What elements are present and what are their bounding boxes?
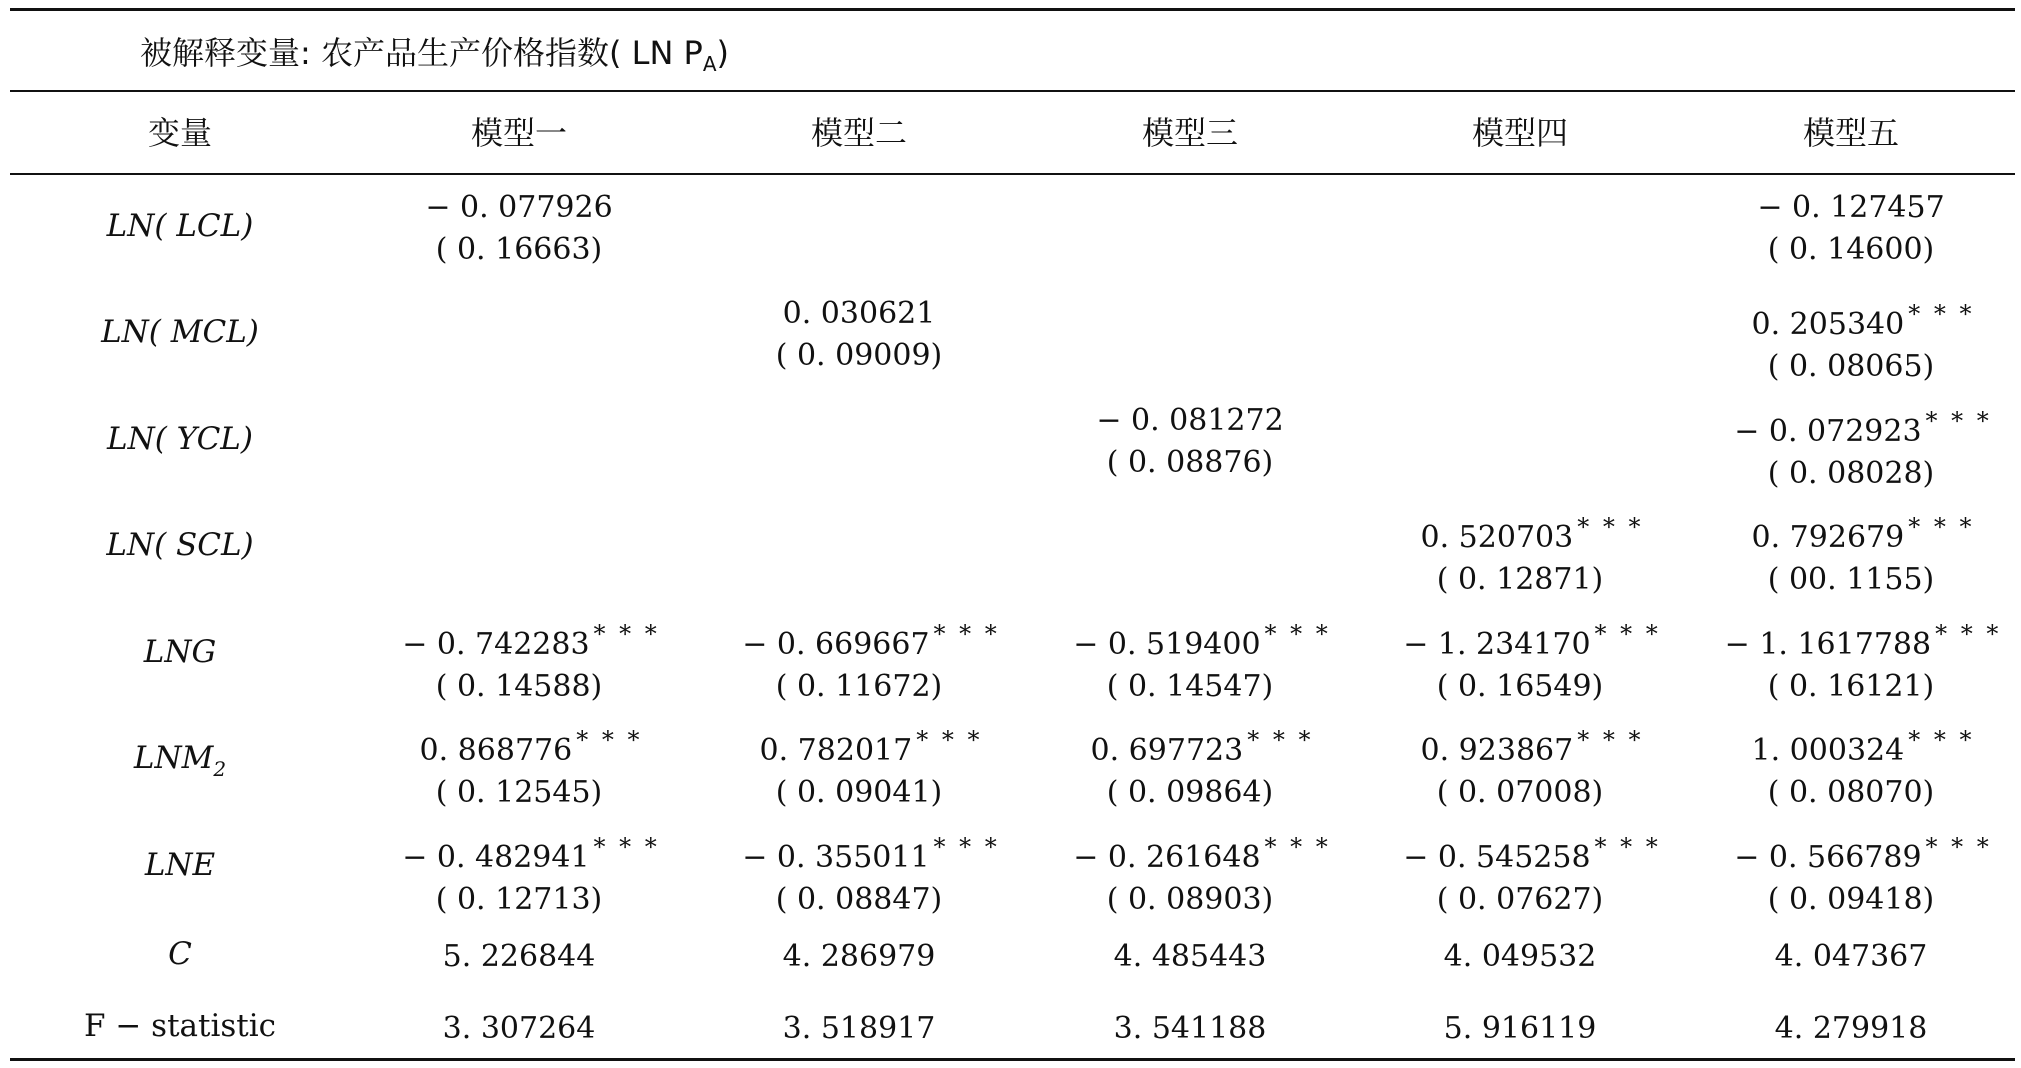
- row-label-text: C: [168, 936, 192, 972]
- row-label: [144, 634, 216, 670]
- coefficient-value: [1725, 613, 2002, 666]
- significance-stars: * * *: [1925, 833, 1992, 861]
- coefficient-text: 0. 923867: [1420, 733, 1574, 768]
- header-model-4: 模型四: [1471, 114, 1569, 152]
- row-label: [106, 527, 253, 563]
- caption-subscript: A: [702, 52, 717, 76]
- coefficient-text: 4. 286979: [782, 939, 936, 974]
- row-label: [107, 421, 253, 457]
- coefficient-text: 0. 792679: [1751, 520, 1905, 555]
- significance-stars: * * *: [1925, 407, 1992, 435]
- coefficient-value: [783, 1008, 936, 1050]
- coefficient-text: 0. 868776: [419, 733, 573, 768]
- table-cell: [1096, 400, 1283, 484]
- table-cell: [1114, 936, 1267, 978]
- table-cell: [420, 719, 643, 814]
- standard-error-value: ( 0. 16121): [1767, 669, 1935, 704]
- coefficient-text: − 0. 261648: [1073, 840, 1261, 875]
- table-cell: [1444, 1008, 1597, 1050]
- coefficient-text: 3. 541188: [1113, 1011, 1267, 1046]
- coefficient-value: [1073, 613, 1331, 666]
- table-cell: [1091, 719, 1314, 814]
- standard-error-value: ( 0. 07627): [1436, 882, 1604, 917]
- coefficient-text: − 0. 545258: [1403, 840, 1591, 875]
- coefficient-text: − 0. 742283: [402, 627, 590, 662]
- table-cell: [1073, 826, 1331, 921]
- table-caption: [140, 28, 729, 76]
- coefficient-text: 4. 485443: [1113, 939, 1267, 974]
- significance-stars: * * *: [1577, 726, 1644, 754]
- coefficient-value: [425, 187, 612, 229]
- significance-stars: * * *: [1594, 620, 1661, 648]
- row-label: [145, 847, 215, 883]
- coefficient-value: [1421, 506, 1644, 559]
- coefficient-value: [443, 936, 596, 978]
- table-cell: [1403, 613, 1661, 708]
- table-cell: [402, 826, 660, 921]
- coefficient-value: [1775, 1008, 1928, 1050]
- coefficient-value: [760, 719, 983, 772]
- table-cell: [1752, 293, 1975, 388]
- coefficient-value: [1096, 400, 1283, 442]
- table-header-top-rule: [10, 90, 2015, 92]
- coefficient-text: 5. 916119: [1443, 1011, 1597, 1046]
- coefficient-text: 1. 000324: [1751, 733, 1905, 768]
- standard-error-value: ( 0. 08065): [1767, 349, 1935, 384]
- coefficient-value: [443, 1008, 596, 1050]
- standard-error-value: ( 0. 11672): [775, 669, 943, 704]
- coefficient-value: [402, 826, 660, 879]
- coefficient-value: [776, 293, 943, 335]
- table-cell: [1734, 400, 1992, 495]
- standard-error-value: ( 0. 09418): [1767, 882, 1935, 917]
- table-cell: [425, 187, 612, 271]
- coefficient-value: [1403, 613, 1661, 666]
- row-label: [101, 314, 259, 350]
- coefficient-value: [1114, 936, 1267, 978]
- standard-error-value: ( 0. 07008): [1436, 775, 1604, 810]
- significance-stars: * * *: [1594, 833, 1661, 861]
- coefficient-value: [1752, 719, 1975, 772]
- table-cell: [1421, 719, 1644, 814]
- table-cell: [1403, 826, 1661, 921]
- coefficient-value: [1114, 1008, 1267, 1050]
- coefficient-text: − 0. 566789: [1734, 840, 1922, 875]
- coefficient-text: − 0. 127457: [1757, 190, 1945, 225]
- coefficient-value: [402, 613, 660, 666]
- header-model-5: 模型五: [1802, 114, 1900, 152]
- table-cell: [1444, 936, 1597, 978]
- header-model-3: 模型三: [1141, 114, 1239, 152]
- standard-error-value: ( 0. 16549): [1436, 669, 1604, 704]
- table-cell: [443, 1008, 596, 1050]
- standard-error-value: ( 0. 08028): [1767, 456, 1935, 491]
- standard-error-value: ( 0. 08847): [775, 882, 943, 917]
- table-cell: [1752, 719, 1975, 814]
- coefficient-value: [783, 936, 936, 978]
- significance-stars: * * *: [1264, 620, 1331, 648]
- coefficient-text: 0. 205340: [1751, 307, 1905, 342]
- coefficient-text: − 0. 355011: [742, 840, 930, 875]
- table-cell: [783, 936, 936, 978]
- significance-stars: * * *: [916, 726, 983, 754]
- row-label-text: LN( MCL): [101, 314, 259, 350]
- row-label-text: LNM: [133, 740, 214, 776]
- coefficient-text: 4. 049532: [1443, 939, 1597, 974]
- caption-text: 被解释变量: 农产品生产价格指数( LN P: [140, 34, 703, 72]
- row-label-text: LN( SCL): [106, 527, 254, 563]
- coefficient-text: − 0. 669667: [742, 627, 930, 662]
- table-cell: [1073, 613, 1331, 708]
- coefficient-text: 0. 030621: [782, 296, 936, 331]
- table-cell: [1757, 187, 1944, 271]
- table-bottom-rule: [10, 1058, 2015, 1061]
- standard-error-value: ( 0. 08070): [1767, 775, 1935, 810]
- coefficient-text: − 1. 234170: [1403, 627, 1591, 662]
- table-cell: [783, 1008, 936, 1050]
- coefficient-text: 3. 518917: [782, 1011, 936, 1046]
- caption-close: ): [716, 34, 730, 72]
- standard-error-value: ( 0. 14547): [1106, 669, 1274, 704]
- standard-error-value: ( 0. 09864): [1106, 775, 1274, 810]
- coefficient-value: [1734, 400, 1992, 453]
- coefficient-value: [1752, 293, 1975, 346]
- row-label-text: F − statistic: [83, 1008, 277, 1044]
- table-cell: [776, 293, 943, 377]
- coefficient-value: [1073, 826, 1331, 879]
- standard-error-value: ( 0. 14600): [1767, 232, 1935, 267]
- coefficient-value: [1734, 826, 1992, 879]
- row-label: [168, 936, 192, 972]
- table-cell: [443, 936, 596, 978]
- significance-stars: * * *: [576, 726, 643, 754]
- coefficient-text: − 0. 077926: [425, 190, 613, 225]
- row-label: [134, 740, 226, 781]
- row-label-text: LN( YCL): [107, 421, 253, 457]
- table-cell: [1775, 936, 1928, 978]
- table-cell: [402, 613, 660, 708]
- coefficient-text: − 0. 072923: [1734, 414, 1922, 449]
- standard-error-value: ( 0. 16663): [435, 232, 603, 267]
- coefficient-value: [420, 719, 643, 772]
- table-cell: [1734, 826, 1992, 921]
- standard-error-value: ( 0. 08903): [1106, 882, 1274, 917]
- table-top-rule: [10, 8, 2015, 11]
- standard-error-value: ( 0. 09041): [775, 775, 943, 810]
- standard-error-value: ( 00. 1155): [1767, 562, 1935, 597]
- table-cell: [742, 613, 1000, 708]
- coefficient-text: 4. 279918: [1774, 1011, 1928, 1046]
- coefficient-text: 0. 697723: [1090, 733, 1244, 768]
- significance-stars: * * *: [1935, 620, 2002, 648]
- row-label: [107, 208, 254, 244]
- coefficient-value: [1444, 936, 1597, 978]
- significance-stars: * * *: [1264, 833, 1331, 861]
- row-label-subscript: 2: [213, 757, 227, 781]
- coefficient-text: 0. 782017: [759, 733, 913, 768]
- standard-error-value: ( 0. 12545): [435, 775, 603, 810]
- standard-error-value: ( 0. 09009): [775, 338, 943, 373]
- table-header-bottom-rule: [10, 173, 2015, 175]
- table-cell: [1421, 506, 1644, 601]
- header-model-1: 模型一: [470, 114, 568, 152]
- coefficient-value: [1775, 936, 1928, 978]
- row-label-text: LNE: [144, 847, 216, 883]
- row-label-text: LNG: [143, 634, 217, 670]
- header-variable: 变量: [147, 114, 213, 152]
- significance-stars: * * *: [593, 620, 660, 648]
- significance-stars: * * *: [1908, 300, 1975, 328]
- coefficient-text: 4. 047367: [1774, 939, 1928, 974]
- coefficient-text: − 0. 482941: [402, 840, 590, 875]
- header-model-2: 模型二: [810, 114, 908, 152]
- table-cell: [760, 719, 983, 814]
- coefficient-text: 0. 520703: [1420, 520, 1574, 555]
- coefficient-text: 3. 307264: [442, 1011, 596, 1046]
- table-cell: [1114, 1008, 1267, 1050]
- coefficient-value: [1403, 826, 1661, 879]
- coefficient-value: [1757, 187, 1944, 229]
- table-cell: [1725, 613, 2002, 708]
- coefficient-text: 5. 226844: [442, 939, 596, 974]
- significance-stars: * * *: [933, 620, 1000, 648]
- coefficient-value: [1091, 719, 1314, 772]
- standard-error-value: ( 0. 12871): [1436, 562, 1604, 597]
- row-label-text: LN( LCL): [106, 208, 254, 244]
- row-label: [84, 1008, 276, 1044]
- table-cell: [1775, 1008, 1928, 1050]
- coefficient-text: − 0. 081272: [1096, 403, 1284, 438]
- table-cell: [742, 826, 1000, 921]
- table-cell: [1752, 506, 1975, 601]
- standard-error-value: ( 0. 12713): [435, 882, 603, 917]
- significance-stars: * * *: [1908, 726, 1975, 754]
- significance-stars: * * *: [1247, 726, 1314, 754]
- standard-error-value: ( 0. 14588): [435, 669, 603, 704]
- significance-stars: * * *: [933, 833, 1000, 861]
- significance-stars: * * *: [1577, 513, 1644, 541]
- significance-stars: * * *: [593, 833, 660, 861]
- coefficient-value: [1421, 719, 1644, 772]
- coefficient-text: − 1. 1617788: [1724, 627, 1932, 662]
- coefficient-value: [1752, 506, 1975, 559]
- standard-error-value: ( 0. 08876): [1106, 445, 1274, 480]
- coefficient-value: [742, 613, 1000, 666]
- coefficient-value: [1444, 1008, 1597, 1050]
- coefficient-value: [742, 826, 1000, 879]
- significance-stars: * * *: [1908, 513, 1975, 541]
- coefficient-text: − 0. 519400: [1073, 627, 1261, 662]
